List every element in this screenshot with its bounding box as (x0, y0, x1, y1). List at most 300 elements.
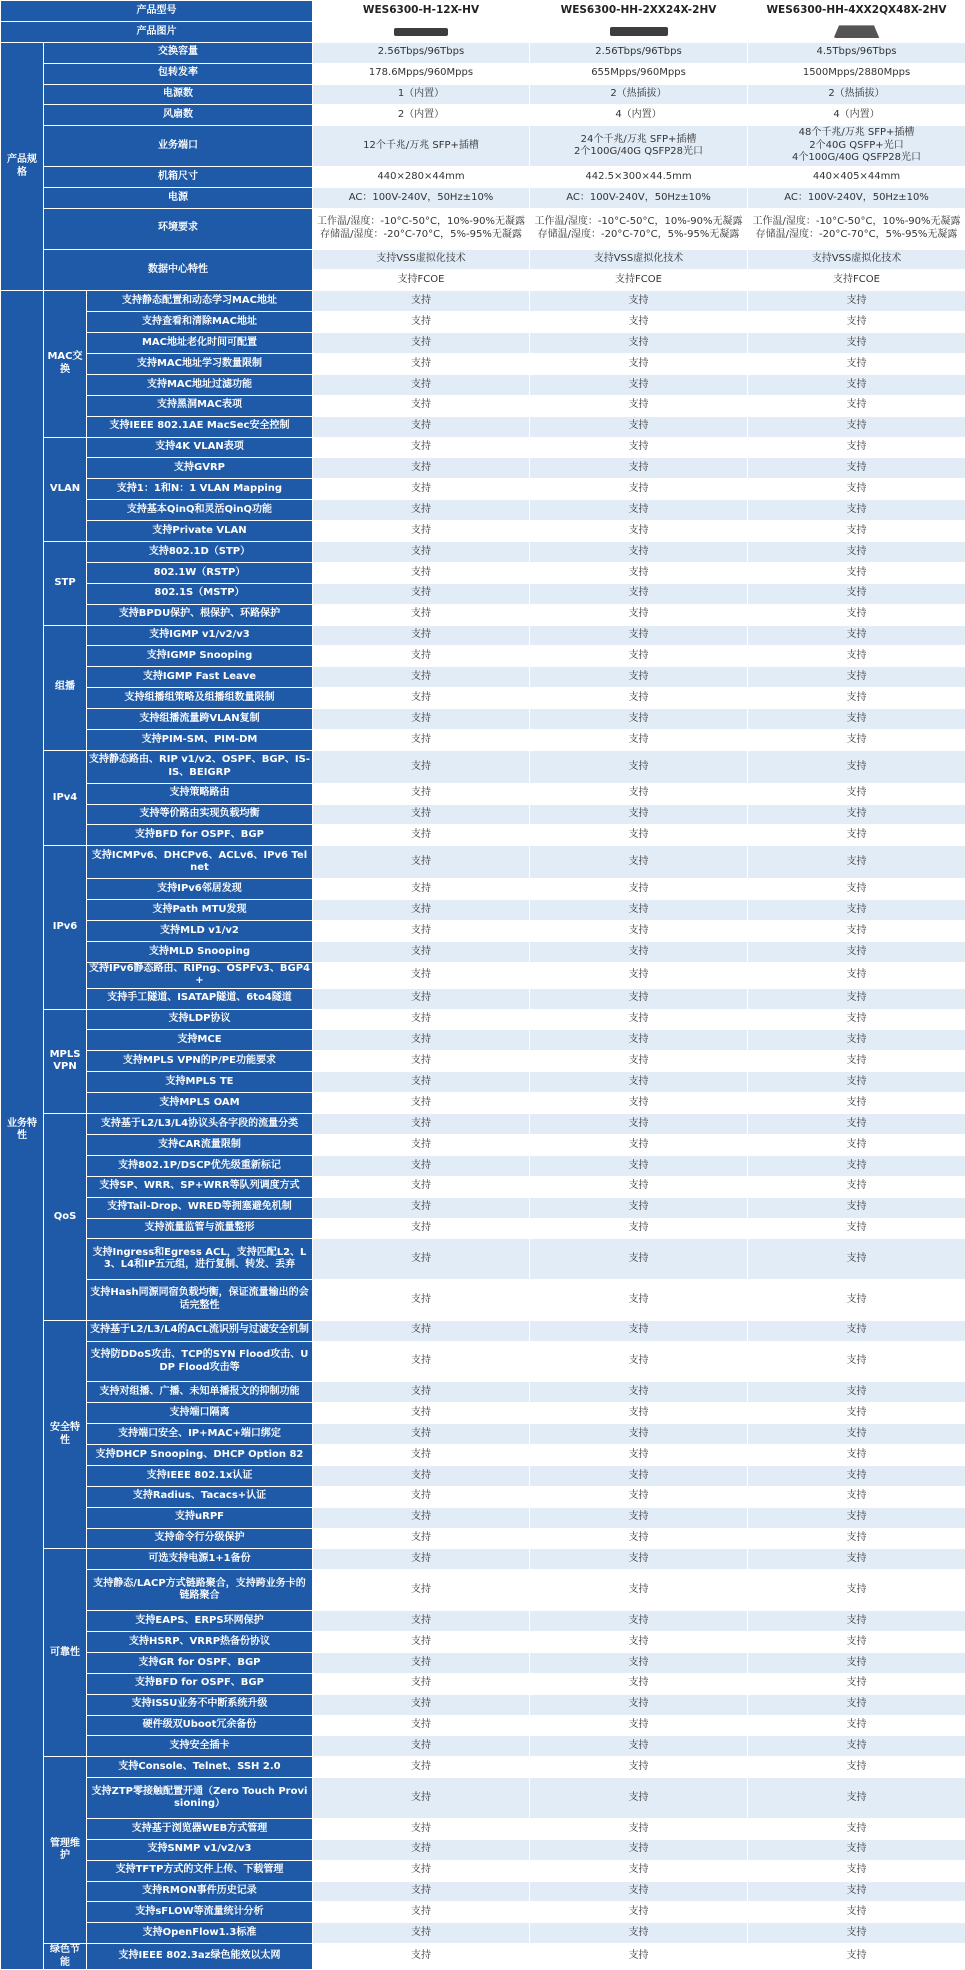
spec-value: 工作温/湿度：-10°C-50°C，10%-90%无凝露 存储温/湿度：-20°C-70°C，5%-95%无凝露 (748, 208, 965, 249)
support-value: 支持 (748, 333, 965, 354)
table-row (1, 63, 965, 84)
table-row (1, 1778, 965, 1819)
feature-name: 支持查看和清除MAC地址 (87, 312, 313, 333)
support-value: 支持 (748, 1881, 965, 1902)
table-row (1, 804, 965, 825)
feature-name: 支持Ingress和Egress ACL，支持匹配L2、L3、L4和IP五元组，进行复制、转发、丢弃 (87, 1239, 313, 1280)
feature-group-name: MAC交换 (44, 291, 87, 437)
support-value: 支持 (748, 1030, 965, 1051)
support-value: 支持 (530, 1881, 748, 1902)
feature-name: 支持BPDU保护、根保护、环路保护 (87, 604, 313, 625)
support-value: 支持 (748, 1860, 965, 1881)
table-row (1, 1341, 965, 1382)
table-row (1, 729, 965, 750)
table-row (1, 126, 965, 167)
support-value: 支持 (313, 1757, 530, 1778)
table-row (1, 42, 965, 63)
feature-name: 支持IPv6静态路由、RIPng、OSPFv3、BGP4+ (87, 962, 313, 988)
support-value: 支持 (530, 374, 748, 395)
table-row (1, 479, 965, 500)
spec-value: AC：100V-240V，50Hz±10% (748, 187, 965, 208)
table-row (1, 688, 965, 709)
feature-name: 支持Tail-Drop、WRED等拥塞避免机制 (87, 1197, 313, 1218)
feature-name: 支持BFD for OSPF、BGP (87, 825, 313, 846)
table-row (1, 312, 965, 333)
support-value: 支持 (530, 750, 748, 783)
support-value: 支持 (748, 667, 965, 688)
support-value: 支持 (530, 1218, 748, 1239)
support-value: 支持 (748, 1528, 965, 1549)
support-value: 支持 (313, 353, 530, 374)
feature-name: 支持PIM-SM、PIM-DM (87, 729, 313, 750)
feature-name: 支持对组播、广播、未知单播报文的抑制功能 (87, 1382, 313, 1403)
table-row (1, 1009, 965, 1030)
spec-value: AC：100V-240V，50Hz±10% (313, 187, 530, 208)
support-value: 支持 (530, 729, 748, 750)
support-value: 支持 (748, 1134, 965, 1155)
spec-value: 440×280×44mm (313, 167, 530, 188)
support-value: 支持 (748, 1155, 965, 1176)
support-value: 支持 (313, 1611, 530, 1632)
feature-name: 支持组播流量跨VLAN复制 (87, 709, 313, 730)
support-value: 支持 (748, 1736, 965, 1757)
support-value: 支持 (313, 879, 530, 900)
spec-value: AC：100V-240V，50Hz±10% (530, 187, 748, 208)
table-row (1, 846, 965, 879)
support-value: 支持 (530, 941, 748, 962)
spec-table-body (1, 1, 965, 1970)
feature-name: 支持sFLOW等流量统计分析 (87, 1902, 313, 1923)
support-value: 支持 (313, 1239, 530, 1280)
support-value: 支持 (313, 920, 530, 941)
support-value: 支持 (748, 1445, 965, 1466)
feature-name: 支持Hash同源同宿负载均衡，保证流量输出的会话完整性 (87, 1280, 313, 1321)
support-value: 支持 (748, 395, 965, 416)
support-value: 支持 (530, 846, 748, 879)
support-value: 支持 (748, 1757, 965, 1778)
feature-name: 支持Console、Telnet、SSH 2.0 (87, 1757, 313, 1778)
support-value: 支持 (530, 1694, 748, 1715)
support-value: 支持 (530, 1424, 748, 1445)
support-value: 支持 (313, 846, 530, 879)
feature-name: 支持MCE (87, 1030, 313, 1051)
support-value: 支持 (313, 1009, 530, 1030)
table-row (1, 21, 965, 42)
support-value: 支持 (748, 604, 965, 625)
image-label: 产品图片 (1, 21, 313, 42)
support-value: 支持 (748, 625, 965, 646)
table-row (1, 1, 965, 22)
feature-name: 支持IGMP v1/v2/v3 (87, 625, 313, 646)
support-value: 支持 (530, 1155, 748, 1176)
feature-name: 支持命令行分级保护 (87, 1528, 313, 1549)
feature-name: 支持黑洞MAC表项 (87, 395, 313, 416)
table-row (1, 879, 965, 900)
table-row (1, 1944, 965, 1970)
table-row (1, 1218, 965, 1239)
model-name: WES6300-HH-4XX2QX48X-2HV (748, 1, 965, 22)
feature-name: 支持基于浏览器WEB方式管理 (87, 1818, 313, 1839)
feature-name: 支持OpenFlow1.3标准 (87, 1923, 313, 1944)
feature-name: 支持手工隧道、ISATAP隧道、6to4隧道 (87, 988, 313, 1009)
table-row (1, 962, 965, 988)
feature-name: 支持IEEE 802.1x认证 (87, 1465, 313, 1486)
support-value: 支持 (313, 479, 530, 500)
table-row (1, 1320, 965, 1341)
support-value: 支持 (748, 1382, 965, 1403)
support-value: 支持 (530, 1778, 748, 1819)
spec-value: 支持FCOE (530, 270, 748, 291)
support-value: 支持 (748, 1239, 965, 1280)
table-row (1, 1445, 965, 1466)
feature-name: 支持IPv6邻居发现 (87, 879, 313, 900)
feature-name: 支持防DDoS攻击、TCP的SYN Flood攻击、UDP Flood攻击等 (87, 1341, 313, 1382)
support-value: 支持 (748, 458, 965, 479)
table-row (1, 167, 965, 188)
feature-name: 支持LDP协议 (87, 1009, 313, 1030)
table-row (1, 1528, 965, 1549)
table-row (1, 208, 965, 249)
feature-group-name: VLAN (44, 437, 87, 541)
support-value: 支持 (748, 374, 965, 395)
support-value: 支持 (313, 1736, 530, 1757)
table-row (1, 1736, 965, 1757)
feature-name: 支持BFD for OSPF、BGP (87, 1673, 313, 1694)
support-value: 支持 (748, 879, 965, 900)
support-value: 支持 (530, 1570, 748, 1611)
support-value: 支持 (313, 1570, 530, 1611)
feature-name: 支持MLD Snooping (87, 941, 313, 962)
feature-name: 支持端口隔离 (87, 1403, 313, 1424)
support-value: 支持 (530, 783, 748, 804)
support-value: 支持 (748, 1114, 965, 1135)
table-row (1, 1155, 965, 1176)
support-value: 支持 (530, 667, 748, 688)
support-value: 支持 (313, 541, 530, 562)
table-row (1, 1549, 965, 1570)
table-row (1, 1507, 965, 1528)
support-value: 支持 (530, 1528, 748, 1549)
support-value: 支持 (313, 1114, 530, 1135)
feature-name: 支持Private VLAN (87, 521, 313, 542)
support-value: 支持 (530, 604, 748, 625)
support-value: 支持 (313, 1694, 530, 1715)
table-row (1, 1280, 965, 1321)
support-value: 支持 (748, 988, 965, 1009)
table-row (1, 825, 965, 846)
feature-name: 支持802.1P/DSCP优先级重新标记 (87, 1155, 313, 1176)
support-value: 支持 (748, 1507, 965, 1528)
support-value: 支持 (748, 962, 965, 988)
feature-name: 支持IEEE 802.1AE MacSec安全控制 (87, 416, 313, 437)
spec-value: 支持VSS虚拟化技术 (748, 249, 965, 270)
table-row (1, 1465, 965, 1486)
support-value: 支持 (313, 1673, 530, 1694)
support-value: 支持 (748, 1902, 965, 1923)
feature-name: 支持MAC地址学习数量限制 (87, 353, 313, 374)
support-value: 支持 (530, 1009, 748, 1030)
support-value: 支持 (530, 1652, 748, 1673)
support-value: 支持 (530, 1134, 748, 1155)
support-value: 支持 (313, 1818, 530, 1839)
support-value: 支持 (313, 1528, 530, 1549)
feature-name: 支持基本QinQ和灵活QinQ功能 (87, 500, 313, 521)
feature-name: 支持HSRP、VRRP热备份协议 (87, 1631, 313, 1652)
support-value: 支持 (313, 1944, 530, 1970)
support-value: 支持 (313, 416, 530, 437)
support-value: 支持 (313, 709, 530, 730)
feature-name: 支持MPLS TE (87, 1072, 313, 1093)
support-value: 支持 (313, 625, 530, 646)
feature-group-name: 管理维护 (44, 1757, 87, 1944)
feature-name: 支持组播组策略及组播组数量限制 (87, 688, 313, 709)
support-value: 支持 (530, 920, 748, 941)
support-value: 支持 (530, 646, 748, 667)
support-value: 支持 (530, 1611, 748, 1632)
support-value: 支持 (313, 688, 530, 709)
support-value: 支持 (748, 1009, 965, 1030)
table-row (1, 1403, 965, 1424)
spec-value: 4（内置） (748, 105, 965, 126)
support-value: 支持 (530, 1280, 748, 1321)
support-value: 支持 (530, 333, 748, 354)
switch-48-port-icon (834, 25, 880, 38)
table-row (1, 1652, 965, 1673)
support-value: 支持 (748, 646, 965, 667)
table-row (1, 562, 965, 583)
support-value: 支持 (748, 541, 965, 562)
support-value: 支持 (530, 562, 748, 583)
feature-name: 支持MPLS VPN的P/PE功能要求 (87, 1051, 313, 1072)
spec-label: 风扇数 (44, 105, 313, 126)
spec-value: 2（内置） (313, 105, 530, 126)
table-row (1, 900, 965, 921)
support-value: 支持 (313, 1382, 530, 1403)
support-value: 支持 (530, 1486, 748, 1507)
table-row (1, 84, 965, 105)
table-row (1, 395, 965, 416)
support-value: 支持 (313, 1902, 530, 1923)
product-image (530, 21, 748, 42)
support-value: 支持 (748, 1403, 965, 1424)
support-value: 支持 (313, 437, 530, 458)
support-value: 支持 (748, 920, 965, 941)
support-value: 支持 (530, 1839, 748, 1860)
support-value: 支持 (530, 479, 748, 500)
table-row (1, 1715, 965, 1736)
feature-name: 支持RMON事件历史记录 (87, 1881, 313, 1902)
support-value: 支持 (748, 1320, 965, 1341)
support-value: 支持 (313, 1715, 530, 1736)
table-row (1, 1757, 965, 1778)
feature-name: 支持uRPF (87, 1507, 313, 1528)
support-value: 支持 (313, 1424, 530, 1445)
table-row (1, 988, 965, 1009)
feature-name: 支持策略路由 (87, 783, 313, 804)
support-value: 支持 (530, 291, 748, 312)
support-value: 支持 (313, 1155, 530, 1176)
spec-value: 2（热插拔） (748, 84, 965, 105)
spec-label: 机箱尺寸 (44, 167, 313, 188)
support-value: 支持 (748, 1570, 965, 1611)
model-name: WES6300-HH-2XX24X-2HV (530, 1, 748, 22)
support-value: 支持 (748, 1673, 965, 1694)
feature-name: 支持Path MTU发现 (87, 900, 313, 921)
feature-group-name: 安全特性 (44, 1320, 87, 1549)
support-value: 支持 (748, 1280, 965, 1321)
feature-name: 支持ICMPv6、DHCPv6、ACLv6、IPv6 Telnet (87, 846, 313, 879)
support-value: 支持 (530, 395, 748, 416)
feature-name: 支持SP、WRR、SP+WRR等队列调度方式 (87, 1176, 313, 1197)
table-row (1, 291, 965, 312)
feature-name: 支持GR for OSPF、BGP (87, 1652, 313, 1673)
support-value: 支持 (313, 1072, 530, 1093)
support-value: 支持 (313, 729, 530, 750)
spec-value: 48个千兆/万兆 SFP+插槽 2个40G QSFP+光口 4个100G/40G QSFP28光口 (748, 126, 965, 167)
support-value: 支持 (313, 1465, 530, 1486)
feature-name: 支持端口安全、IP+MAC+端口绑定 (87, 1424, 313, 1445)
support-value: 支持 (313, 521, 530, 542)
support-value: 支持 (748, 1549, 965, 1570)
support-value: 支持 (748, 1818, 965, 1839)
table-row (1, 500, 965, 521)
support-value: 支持 (748, 1197, 965, 1218)
product-image (313, 21, 530, 42)
feature-name: 支持ZTP零接触配置开通（Zero Touch Provisioning） (87, 1778, 313, 1819)
support-value: 支持 (313, 900, 530, 921)
table-row (1, 1673, 965, 1694)
feature-name: 支持基于L2/L3/L4的ACL流识别与过滤安全机制 (87, 1320, 313, 1341)
feature-name: 硬件级双Uboot冗余备份 (87, 1715, 313, 1736)
support-value: 支持 (313, 825, 530, 846)
support-value: 支持 (313, 941, 530, 962)
support-value: 支持 (313, 1445, 530, 1466)
spec-label: 电源 (44, 187, 313, 208)
spec-value: 1500Mpps/2880Mpps (748, 63, 965, 84)
table-row (1, 1051, 965, 1072)
support-value: 支持 (748, 825, 965, 846)
support-value: 支持 (530, 1673, 748, 1694)
support-value: 支持 (748, 1051, 965, 1072)
feature-group-name: IPv4 (44, 750, 87, 845)
table-row (1, 1839, 965, 1860)
support-value: 支持 (748, 1631, 965, 1652)
support-value: 支持 (313, 646, 530, 667)
support-value: 支持 (530, 804, 748, 825)
support-value: 支持 (530, 583, 748, 604)
support-value: 支持 (313, 1341, 530, 1382)
spec-value: 工作温/湿度：-10°C-50°C，10%-90%无凝露 存储温/湿度：-20°C-70°C，5%-95%无凝露 (530, 208, 748, 249)
support-value: 支持 (313, 604, 530, 625)
feature-group-name: 组播 (44, 625, 87, 750)
spec-value: 支持VSS虚拟化技术 (530, 249, 748, 270)
support-value: 支持 (313, 1486, 530, 1507)
table-row (1, 920, 965, 941)
support-value: 支持 (748, 562, 965, 583)
table-row (1, 604, 965, 625)
support-value: 支持 (313, 583, 530, 604)
feature-name: 支持静态配置和动态学习MAC地址 (87, 291, 313, 312)
support-value: 支持 (748, 1778, 965, 1819)
feature-name: 支持1：1和N：1 VLAN Mapping (87, 479, 313, 500)
support-value: 支持 (748, 729, 965, 750)
table-row (1, 249, 965, 270)
feature-name: 支持IEEE 802.3az绿色能效以太网 (87, 1944, 313, 1970)
support-value: 支持 (530, 1341, 748, 1382)
model-label: 产品型号 (1, 1, 313, 22)
model-name: WES6300-H-12X-HV (313, 1, 530, 22)
table-row (1, 1239, 965, 1280)
spec-value: 1（内置） (313, 84, 530, 105)
feature-name: 支持MPLS OAM (87, 1093, 313, 1114)
support-value: 支持 (748, 783, 965, 804)
table-row (1, 333, 965, 354)
feature-name: 802.1W（RSTP） (87, 562, 313, 583)
feature-name: 支持IGMP Fast Leave (87, 667, 313, 688)
support-value: 支持 (530, 1320, 748, 1341)
support-value: 支持 (313, 1778, 530, 1819)
support-value: 支持 (530, 437, 748, 458)
support-value: 支持 (748, 291, 965, 312)
spec-value: 支持VSS虚拟化技术 (313, 249, 530, 270)
spec-label: 交换容量 (44, 42, 313, 63)
table-row (1, 646, 965, 667)
spec-value: 2.56Tbps/96Tbps (313, 42, 530, 63)
switch-24-port-icon (610, 27, 668, 36)
support-value: 支持 (748, 312, 965, 333)
support-value: 支持 (313, 1176, 530, 1197)
feature-name: 支持TFTP方式的文件上传、下载管理 (87, 1860, 313, 1881)
spec-value: 支持FCOE (748, 270, 965, 291)
table-row (1, 1611, 965, 1632)
feature-group-name: 绿色节能 (44, 1944, 87, 1970)
feature-name: 支持SNMP v1/v2/v3 (87, 1839, 313, 1860)
table-row (1, 374, 965, 395)
support-value: 支持 (748, 1944, 965, 1970)
support-value: 支持 (748, 1424, 965, 1445)
table-row (1, 437, 965, 458)
support-value: 支持 (313, 667, 530, 688)
support-value: 支持 (530, 988, 748, 1009)
feature-name: 支持流量监管与流量整形 (87, 1218, 313, 1239)
support-value: 支持 (748, 688, 965, 709)
support-value: 支持 (748, 1839, 965, 1860)
support-value: 支持 (313, 291, 530, 312)
support-value: 支持 (748, 1715, 965, 1736)
table-row (1, 625, 965, 646)
spec-value: 24个千兆/万兆 SFP+插槽 2个100G/40G QSFP28光口 (530, 126, 748, 167)
feature-name: 支持安全插卡 (87, 1736, 313, 1757)
support-value: 支持 (748, 416, 965, 437)
feature-group-name: 可靠性 (44, 1549, 87, 1757)
support-value: 支持 (748, 479, 965, 500)
support-value: 支持 (748, 1652, 965, 1673)
table-row (1, 353, 965, 374)
product-image (748, 21, 965, 42)
table-row (1, 1570, 965, 1611)
support-value: 支持 (748, 900, 965, 921)
support-value: 支持 (313, 1507, 530, 1528)
support-value: 支持 (530, 1736, 748, 1757)
support-value: 支持 (748, 1341, 965, 1382)
spec-value: 178.6Mpps/960Mpps (313, 63, 530, 84)
support-value: 支持 (530, 521, 748, 542)
support-value: 支持 (530, 1239, 748, 1280)
support-value: 支持 (530, 1197, 748, 1218)
spec-value: 655Mpps/960Mpps (530, 63, 748, 84)
feature-name: 支持EAPS、ERPS环网保护 (87, 1611, 313, 1632)
support-value: 支持 (530, 709, 748, 730)
